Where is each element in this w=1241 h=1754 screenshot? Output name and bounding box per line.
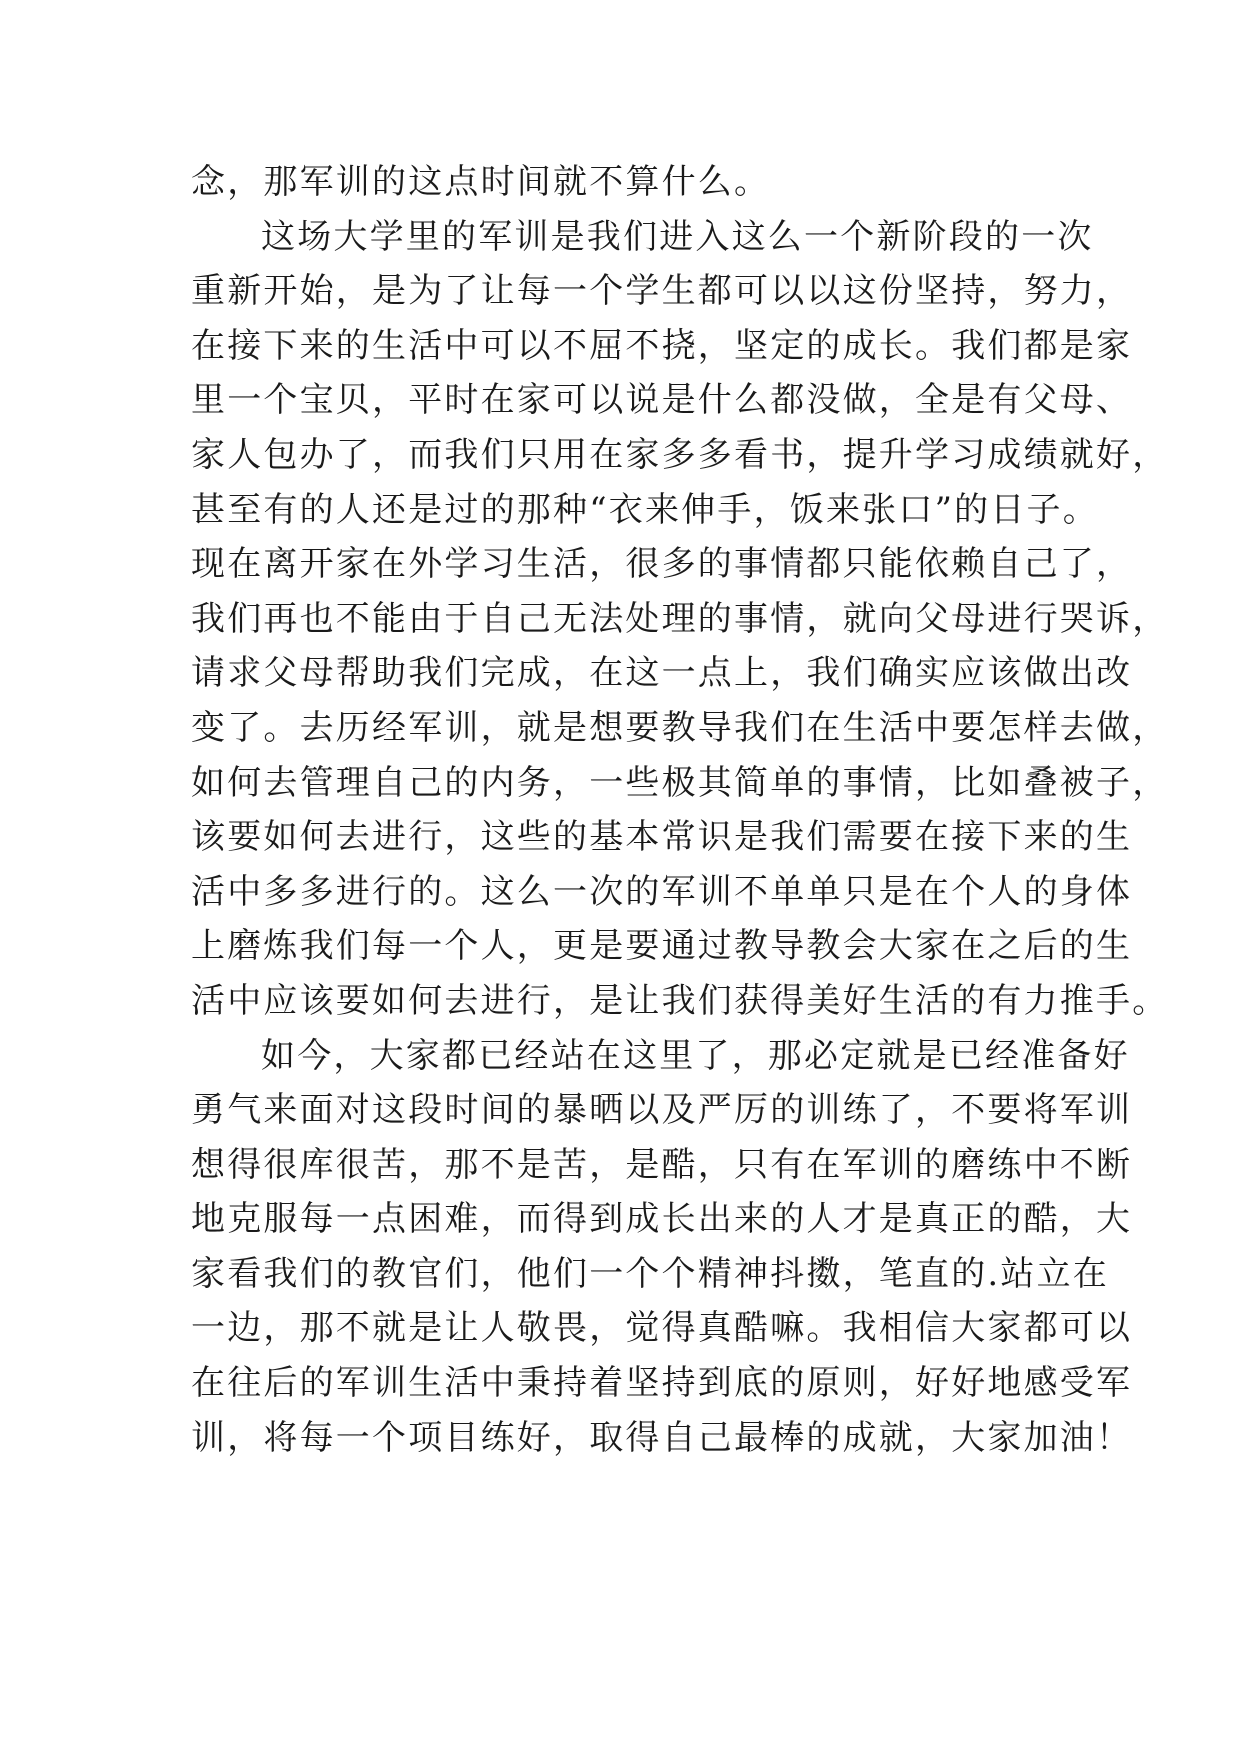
text-line: 活中应该要如何去进行，是让我们获得美好生活的有力推手。	[191, 980, 1169, 1021]
body-text	[191, 155, 1169, 1465]
text-line: 现在离开家在外学习生活，很多的事情都只能依赖自己了，	[191, 544, 1133, 585]
text-line: 一边，那不就是让人敬畏，觉得真酷嘛。我相信大家都可以	[191, 1308, 1133, 1349]
text-line: 我们再也不能由于自己无法处理的事情，就向父母进行哭诉，	[191, 598, 1169, 639]
text-line: 上磨炼我们每一个人，更是要通过教导教会大家在之后的生	[191, 926, 1133, 967]
text-line: 家看我们的教官们，他们一个个精神抖擞，笔直的.站立在	[191, 1253, 1110, 1294]
paragraph-first-line: 这场大学里的军训是我们进入这么一个新阶段的一次	[261, 216, 1094, 257]
text-line: 活中多多进行的。这么一次的军训不单单只是在个人的身体	[191, 871, 1133, 912]
text-line: 地克服每一点困难，而得到成长出来的人才是真正的酷，大	[191, 1199, 1133, 1240]
text-line: 里一个宝贝，平时在家可以说是什么都没做，全是有父母、	[191, 380, 1133, 421]
text-line: 勇气来面对这段时间的暴晒以及严厉的训练了，不要将军训	[191, 1090, 1133, 1131]
text-line: 该要如何去进行，这些的基本常识是我们需要在接下来的生	[191, 817, 1133, 858]
text-line: 重新开始，是为了让每一个学生都可以以这份坚持，努力，	[191, 271, 1133, 312]
text-line: 在往后的军训生活中秉持着坚持到底的原则，好好地感受军	[191, 1363, 1133, 1404]
text-line: 在接下来的生活中可以不屈不挠，坚定的成长。我们都是家	[191, 325, 1133, 366]
text-line: 如何去管理自己的内务，一些极其简单的事情，比如叠被子，	[191, 762, 1169, 803]
text-line: 训，将每一个项目练好，取得自己最棒的成就，大家加油！	[191, 1417, 1133, 1458]
paragraph-first-line: 如今，大家都已经站在这里了，那必定就是已经准备好	[261, 1035, 1130, 1076]
text-line: 家人包办了，而我们只用在家多多看书，提升学习成绩就好，	[191, 434, 1169, 475]
text-line: 变了。去历经军训，就是想要教导我们在生活中要怎样去做，	[191, 707, 1169, 748]
text-line: 甚至有的人还是过的那种“衣来伸手，饭来张口”的日子。	[191, 489, 1099, 530]
text-line: 想得很库很苦，那不是苦，是酷，只有在军训的磨练中不断	[191, 1144, 1133, 1185]
text-line: 念，那军训的这点时间就不算什么。	[191, 162, 771, 202]
text-line: 请求父母帮助我们完成，在这一点上，我们确实应该做出改	[191, 653, 1133, 694]
